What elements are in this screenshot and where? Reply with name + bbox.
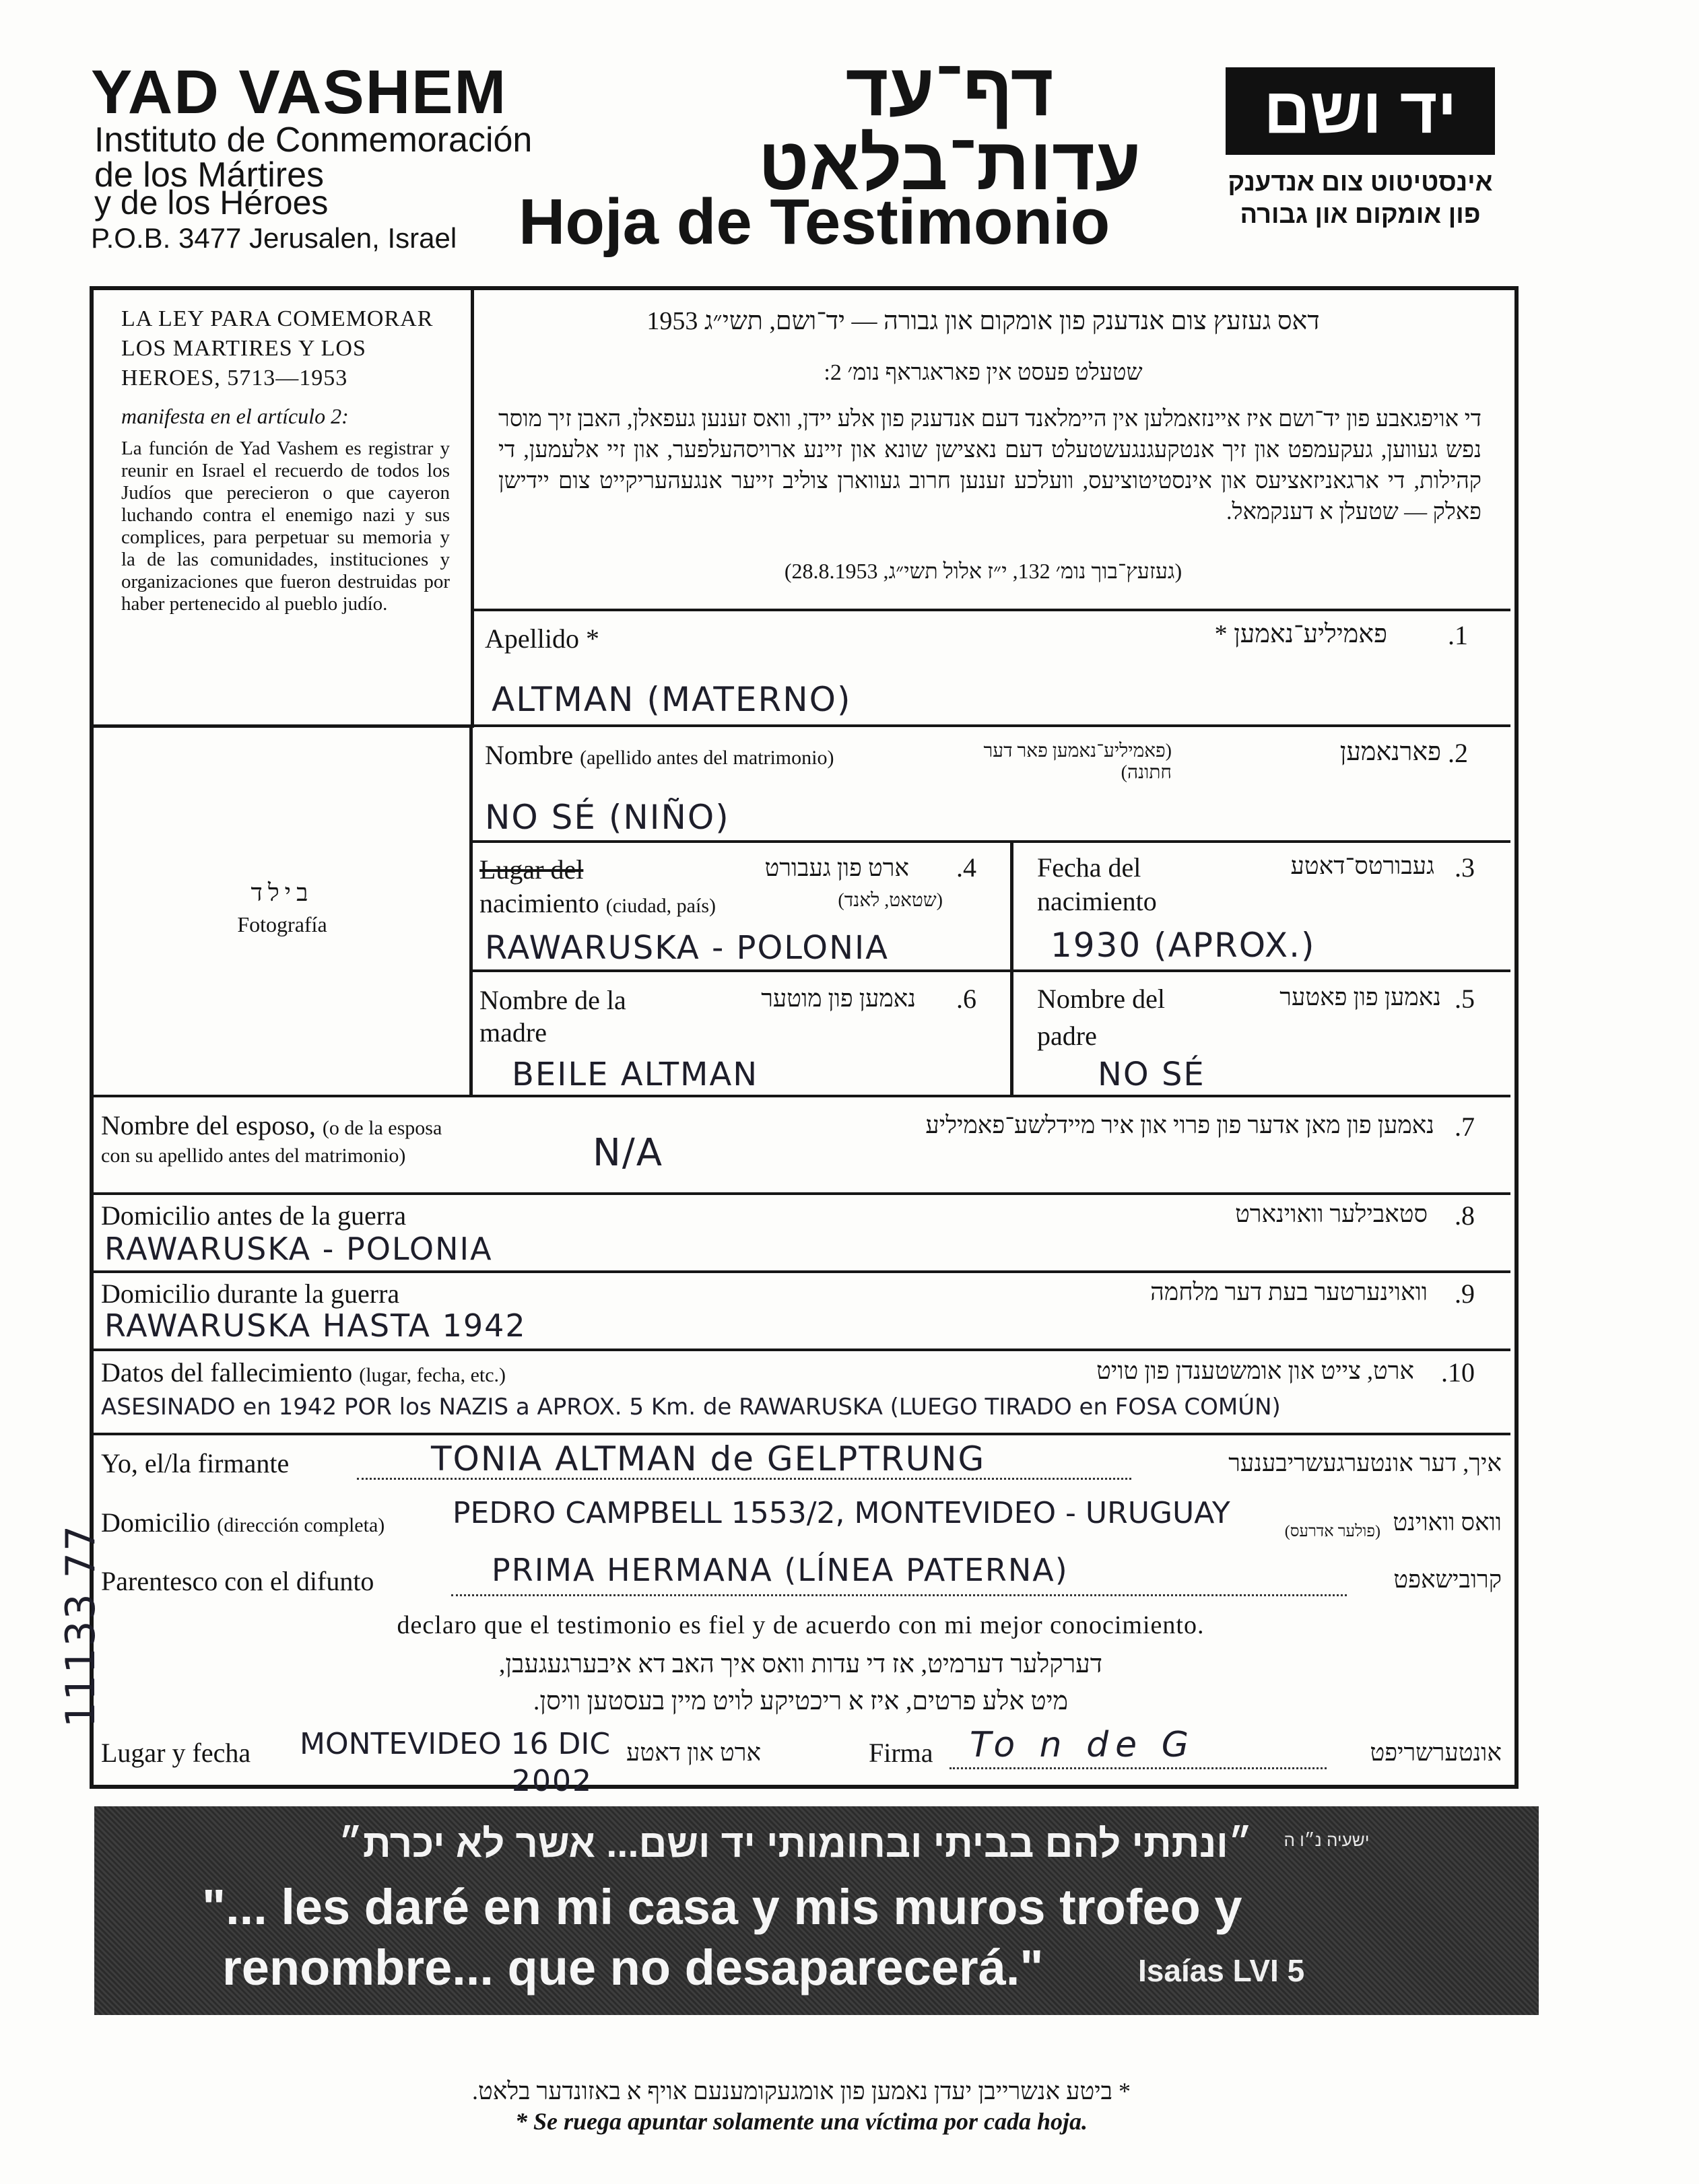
- law-heading: LA LEY PARA COMEMORAR LOS MARTIRES Y LOS HEROES, 5713—1953: [121, 306, 434, 390]
- footer-note: * Se ruega apuntar solamente una víctima por cada hoja.: [514, 2108, 1088, 2135]
- law-manifest: manifesta en el artículo 2:: [121, 404, 349, 428]
- address-label-text: Domicilio: [101, 1507, 211, 1538]
- signature[interactable]: To n de G: [970, 1725, 1195, 1765]
- field-number-1: .1: [1448, 620, 1468, 650]
- yiddish-title-1: דף־עד: [845, 48, 1054, 131]
- divider: [469, 724, 473, 1095]
- relation-line: [451, 1594, 1347, 1596]
- first-name-label-yiddish: פארנאמען: [1339, 738, 1441, 766]
- father-name-label-1: Nombre del: [1037, 984, 1165, 1014]
- field-number-5: .5: [1455, 984, 1475, 1014]
- law-body: La función de Yad Vashem es registrar y reunir en Israel el recuerdo de todos los Judíos que perecieron o que cayeron luchando contra el enemigo nazi y sus complices, para perpetuar su memoria y la de las comunidades, instituciones y organizaciones que fueron destruidas por haber pertenecido al pueblo judío.: [121, 438, 450, 615]
- signature-line: [950, 1767, 1327, 1769]
- death-details-value[interactable]: ASESINADO en 1942 POR los NAZIS a APROX. 5 Km. de RAWARUSKA (LUEGO TIRADO en FOSA COMÚN): [101, 1394, 1281, 1421]
- yiddish-law-body: די אויפגאבע פון יד־ושם איז איינזאמלען אין היימלאנד דעם אנדענק פון אלע יידן, וואס זענען געפאלן, האבן זיך מוסר נפש געווען, געקעמפט און זיך אנטקעגנגעשטעלט דעם נאצישן שונא און זיינע ארויסהעלפער, און זיי אלעמען, די קהילות, די ארגאניזאציעס און אינסטיטוציעס, וועלכע זענען חרוב געווארן צוליב זייער אנגעהעריקייט צום יידישן פאלק — שטעלן א דענקמאל.: [498, 407, 1481, 524]
- relation-value[interactable]: PRIMA HERMANA (LÍNEA PATERNA): [492, 1552, 1069, 1588]
- divider: [471, 609, 1510, 611]
- photo-label: Fotografía: [237, 912, 327, 936]
- signature-label-yiddish: אונטערשריפט: [1370, 1739, 1502, 1766]
- father-name-label-2: padre: [1037, 1021, 1097, 1051]
- spouse-name-note-2: con su apellido antes del matrimonio): [101, 1145, 406, 1167]
- declaration-yiddish-1: דערקלער דערמיט, אז די עדות וואס איך האב דא איבערגעגעבן,: [498, 1650, 1103, 1678]
- birth-date-label-2: nacimiento: [1037, 886, 1157, 916]
- mother-name-label-1: Nombre de la: [479, 985, 626, 1015]
- field-number-7: .7: [1455, 1112, 1475, 1142]
- field-number-8: .8: [1455, 1200, 1475, 1231]
- org-line-3: y de los Héroes: [94, 184, 329, 221]
- birthplace-label-yiddish: ארט פון געבורט: [764, 854, 909, 881]
- birthplace-value[interactable]: RAWARUSKA - POLONIA: [485, 929, 889, 967]
- birth-date-label-1: Fecha del: [1037, 852, 1141, 883]
- signer-label-yiddish: איך, דער אונטערגעשריבענער: [1228, 1449, 1502, 1476]
- org-address: P.O.B. 3477 Jerusalen, Israel: [91, 222, 457, 254]
- page-title: Hoja de Testimonio: [519, 186, 1110, 258]
- first-name-label-text: Nombre: [485, 740, 574, 770]
- spouse-name-value[interactable]: N/A: [593, 1131, 664, 1175]
- field-number-2: .2: [1448, 738, 1468, 768]
- side-reference-number: 11133 77: [57, 1524, 104, 1728]
- birthplace-label-1: Lugar del: [479, 854, 584, 885]
- prewar-residence-label: Domicilio antes de la guerra: [101, 1200, 407, 1231]
- org-line-1: Instituto de Conmemoración: [94, 121, 533, 160]
- divider: [471, 969, 1510, 972]
- org-line-2: de los Mártires: [94, 156, 324, 195]
- place-date-value-2[interactable]: 2002: [512, 1764, 593, 1798]
- banner-hebrew: ״ונתתי להם בביתי ובחומותי יד ושם... אשר לא יכרת״: [338, 1822, 1253, 1866]
- address-note-yiddish: (פולער אדרעס): [1284, 1523, 1380, 1540]
- first-name-note: (apellido antes del matrimonio): [580, 747, 834, 769]
- yad-vashem-logo: [1226, 67, 1495, 155]
- address-label-yiddish: וואס וואוינט: [1393, 1509, 1502, 1536]
- logo-subtitle-2: פון אומקום און גבורה: [1240, 201, 1481, 229]
- death-details-label-text: Datos del fallecimiento: [101, 1357, 353, 1388]
- birth-date-value[interactable]: 1930 (APROX.): [1051, 926, 1316, 965]
- birthplace-note: (ciudad, país): [605, 895, 716, 917]
- spouse-name-note-1: (o de la esposa: [322, 1117, 442, 1139]
- field-number-6: .6: [956, 984, 976, 1014]
- org-name: YAD VASHEM: [91, 58, 508, 127]
- divider: [94, 724, 1510, 727]
- banner-hebrew-reference: ישעיה נ״ו ה: [1284, 1830, 1370, 1850]
- spouse-name-label-yiddish: נאמען פון מאן אדער פון פרוי און איר מיידלשע־פאמיליע: [925, 1112, 1434, 1138]
- surname-label: Apellido *: [485, 623, 599, 654]
- father-name-value[interactable]: NO SÉ: [1098, 1056, 1205, 1093]
- surname-value[interactable]: ALTMAN (MATERNO): [492, 680, 852, 719]
- wartime-residence-label-yiddish: וואוינערטער בעת דער מלחמה: [1150, 1278, 1428, 1305]
- banner-quote-line-2: renombre... que no desaparecerá.": [222, 1940, 1044, 1995]
- spouse-name-label: [101, 1110, 442, 1141]
- first-name-label: [485, 739, 834, 771]
- declaration-yiddish-2: מיט אלע פרטים, איז א ריכטיקע לויט מיין בעסטען וויסן.: [533, 1687, 1069, 1715]
- field-number-9: .9: [1455, 1278, 1475, 1309]
- prewar-residence-value[interactable]: RAWARUSKA - POLONIA: [104, 1231, 493, 1267]
- divider: [94, 1095, 1510, 1097]
- spouse-name-label-text: Nombre del esposo,: [101, 1110, 316, 1140]
- logo-subtitle-1: אינסטיטוט צום אנדענק: [1228, 168, 1493, 197]
- birth-date-label-yiddish: געבורטס־דאטע: [1290, 852, 1434, 879]
- surname-label-yiddish: פאמיליע־נאמען *: [1214, 620, 1387, 648]
- relation-label: Parentesco con el difunto: [101, 1566, 374, 1596]
- yiddish-law-reference: (געזעץ־בוך נומ׳ 132, י״ז אלול תשי״ג, 28.8.1953): [784, 559, 1182, 583]
- yiddish-title-2: עדות־בלאט: [758, 123, 1141, 205]
- divider: [94, 1433, 1510, 1435]
- divider: [471, 840, 1510, 843]
- field-number-4: .4: [956, 852, 976, 883]
- banner-reference: Isaías LVI 5: [1138, 1953, 1305, 1988]
- wartime-residence-label: Domicilio durante la guerra: [101, 1278, 400, 1309]
- signer-label: Yo, el/la firmante: [101, 1448, 290, 1478]
- mother-name-value[interactable]: BEILE ALTMAN: [512, 1056, 759, 1093]
- death-details-label: [101, 1357, 506, 1388]
- relation-label-yiddish: קרובישאפט: [1393, 1566, 1502, 1593]
- divider: [94, 1349, 1510, 1351]
- divider: [94, 1192, 1510, 1195]
- first-name-note-yiddish: (פאמיליע־נאמען פאר דער חתונה): [983, 741, 1172, 783]
- yiddish-law-heading: דאס געזעץ צום אנדענק פון אומקום און גבורה — יד־ושם, תשי״ג 1953: [646, 307, 1320, 335]
- address-note: (dirección completa): [217, 1514, 385, 1536]
- father-name-label-yiddish: נאמען פון פאטער: [1279, 984, 1441, 1011]
- prewar-residence-label-yiddish: סטאבילער וואוינארט: [1235, 1200, 1428, 1227]
- birthplace-note-yiddish: (שטאט, לאנד): [838, 890, 943, 911]
- banner-quote-line-1: "... les daré en mi casa y mis muros trofeo y: [202, 1879, 1242, 1935]
- death-details-note: (lugar, fecha, etc.): [359, 1364, 506, 1386]
- address-label: [101, 1507, 385, 1538]
- logo-text: יד ושם: [1263, 75, 1457, 147]
- declaration: declaro que el testimonio es fiel y de acuerdo con mi mejor conocimiento.: [397, 1611, 1205, 1639]
- birthplace-label-2: [479, 887, 716, 919]
- field-number-10: .10: [1441, 1357, 1475, 1388]
- footer-yiddish: * ביטע אנשרייבן יעדן נאמען פון אומגעקומענעם אויף א באזונדער בלאט.: [471, 2078, 1131, 2105]
- place-date-value-1[interactable]: MONTEVIDEO 16 DIC: [300, 1727, 611, 1761]
- address-value[interactable]: PEDRO CAMPBELL 1553/2, MONTEVIDEO - URUGUAY: [453, 1496, 1230, 1530]
- signer-value[interactable]: TONIA ALTMAN de GELPTRUNG: [431, 1439, 986, 1478]
- mother-name-label-yiddish: נאמען פון מוטער: [761, 985, 916, 1012]
- place-date-label-yiddish: ארט און דאטע: [626, 1739, 762, 1766]
- field-number-3: .3: [1455, 852, 1475, 883]
- photo-label-yiddish: בילד: [251, 879, 314, 906]
- divider: [1010, 840, 1013, 1095]
- divider: [94, 1270, 1510, 1273]
- place-date-label: Lugar y fecha: [101, 1738, 251, 1768]
- birthplace-label-2-text: nacimiento: [479, 888, 599, 918]
- yiddish-law-subheading: שטעלט פעסט אין פאראגראף נומ׳ 2:: [824, 360, 1143, 385]
- first-name-value[interactable]: NO SÉ (NIÑO): [485, 798, 730, 837]
- wartime-residence-value[interactable]: RAWARUSKA HASTA 1942: [104, 1307, 527, 1344]
- signature-label: Firma: [869, 1738, 933, 1768]
- mother-name-label-2: madre: [479, 1017, 547, 1048]
- death-details-label-yiddish: ארט, צייט און אומשטענדן פון טויט: [1096, 1357, 1414, 1384]
